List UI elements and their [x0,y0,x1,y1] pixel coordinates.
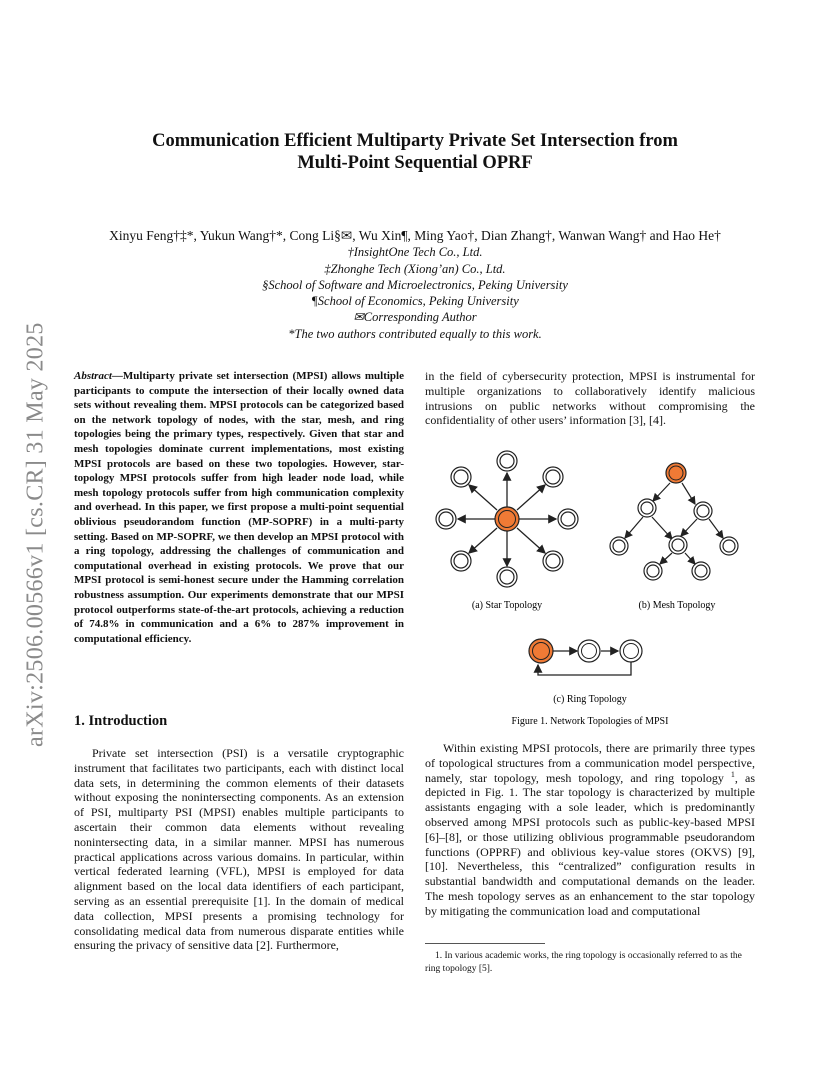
affiliation-2: ‡Zhonghe Tech (Xiong’an) Co., Ltd. [324,262,506,276]
footnote-marker: 1 [730,769,735,779]
mesh-edge [625,517,643,538]
star-edge [517,485,545,510]
mesh-edge [682,483,695,504]
caption-star-topology: (a) Star Topology [471,600,543,611]
abstract [74,369,404,646]
title-line-2: Multi-Point Sequential OPRF [297,153,533,173]
right-column-paragraph [425,741,755,919]
figure-network-topologies [425,440,755,740]
affiliation-1: †InsightOne Tech Co., Ltd. [347,245,483,259]
abstract-text: Multiparty private set intersection (MPSI) allows multiple participants to compute the intersection of their locally owned data sets without revealing them. MPSI protocols can be categorized based on the network topology of nodes, with the star, mesh, and ring topologies being the primary types, respectively. Given that star and mesh topologies dominate current implementations, most existing MPSI protocols are based on these two topologies. However, star-topology MPSI protocols suffer from high leader node load, while mesh topology protocols suffer from high communication complexity and overhead. In this paper, we first propose a multi-point sequential oblivious pseudorandom function (MP-SOPRF) in a multi-party setting. Based on MP-SOPRF, we then develop an MPSI protocol with a ring topology, addressing the challenges of communication and computational overhead in existing protocols. We prove that our MPSI protocol is semi-honest secure under the Hamming correlation robustness assumption. Our experiments demonstrate that our MPSI protocol outperforms state-of-the-art protocols, achieving a reduction of 74.8% in communication and a 6% to 287% improvement in computational efficiency. [74,370,404,645]
title-line-1: Communication Efficient Multiparty Private Set Intersection from [152,131,678,151]
footnote-divider [425,943,545,944]
star-topology [436,451,578,587]
topology-diagram [425,440,755,740]
ring-topology [529,639,642,675]
mesh-topology [610,463,738,580]
star-edge [517,528,545,553]
paragraph-text-part-1: Within existing MPSI protocols, there are primarily three types of topological structures from a communication model perspective, namely, star topology, mesh topology, and ring topology [425,741,755,785]
affiliation-6: *The two authors contributed equally to this work. [288,327,542,341]
arxiv-identifier: arXiv:2506.00566v1 [cs.CR] 31 May 2025 [22,322,49,748]
mesh-edge [652,517,672,539]
mesh-edge [653,483,670,501]
figure-caption: Figure 1. Network Topologies of MPSI [511,716,669,727]
star-edge [469,485,497,510]
ring-return-edge [538,662,631,675]
affiliation-3: §School of Software and Microelectronics, Peking University [262,278,568,292]
affiliation-4: ¶School of Economics, Peking University [311,294,519,308]
intro-paragraph: Private set intersection (PSI) is a versatile cryptographic instrument that facilitates two participants, each with distinct local data sets, in determining the common elements of their datasets without exposing the nonintersecting components. As an extension of PSI, multiparty PSI (MPSI) enables multiple participants to ascertain their common data elements without revealing nonintersecting data, in a similar manner. MPSI has numerous practical applications across various domains. In particular, within vertical federated learning (VFL), MPSI is employed for data alignment based on the local data identifiers of each participant, serving as an essential prerequisite [1]. In the domain of medical data collection, MPSI presents a promising technology for consolidating medical data from numerous disparate entities while ensuring the privacy of sensitive data [2]. Furthermore, [74,746,404,953]
mesh-edge [709,519,723,538]
mesh-edge [681,519,697,536]
footnote: 1. In various academic works, the ring topology is occasionally referred to as the ring topology [5]. [425,951,742,974]
paragraph-text-part-2: , as depicted in Fig. 1. The star topology is characterized by multiple assistants engaging with a sole leader, which is predominantly observed among MPSI protocols such as public-key-based MPSI [6]–[8], or those utilizing oblivious programmable pseudorandom functions (OPPRF) and oblivious key-value stores (OKVS) [9], [10]. Nevertheless, this “centralized” configuration results in substantial bandwidth and computational demands on the leader. The mesh topology serves as an enhancement to the star topology by mitigating the communication load and computational [425,770,755,918]
mesh-edge [660,553,672,564]
star-edge [469,528,497,553]
caption-mesh-topology: (b) Mesh Topology [638,600,716,611]
affiliation-5: ✉Corresponding Author [353,310,477,324]
paper-title [90,130,740,174]
abstract-lead: Abstract— [74,370,123,382]
caption-ring-topology: (c) Ring Topology [553,694,627,705]
right-column-top-paragraph: in the field of cybersecurity protection, MPSI is instrumental for multiple organizations to collaboratively identify malicious intrusions on public networks without compromising the confidentiality of other users’ information [3], [4]. [425,369,755,428]
mesh-edge [685,553,695,564]
section-heading-introduction: 1. Introduction [74,713,168,729]
author-list: Xinyu Feng†‡*, Yukun Wang†*, Cong Li§✉, Wu Xin¶, Ming Yao†, Dian Zhang†, Wanwan Wang† and Hao He† [109,228,721,243]
